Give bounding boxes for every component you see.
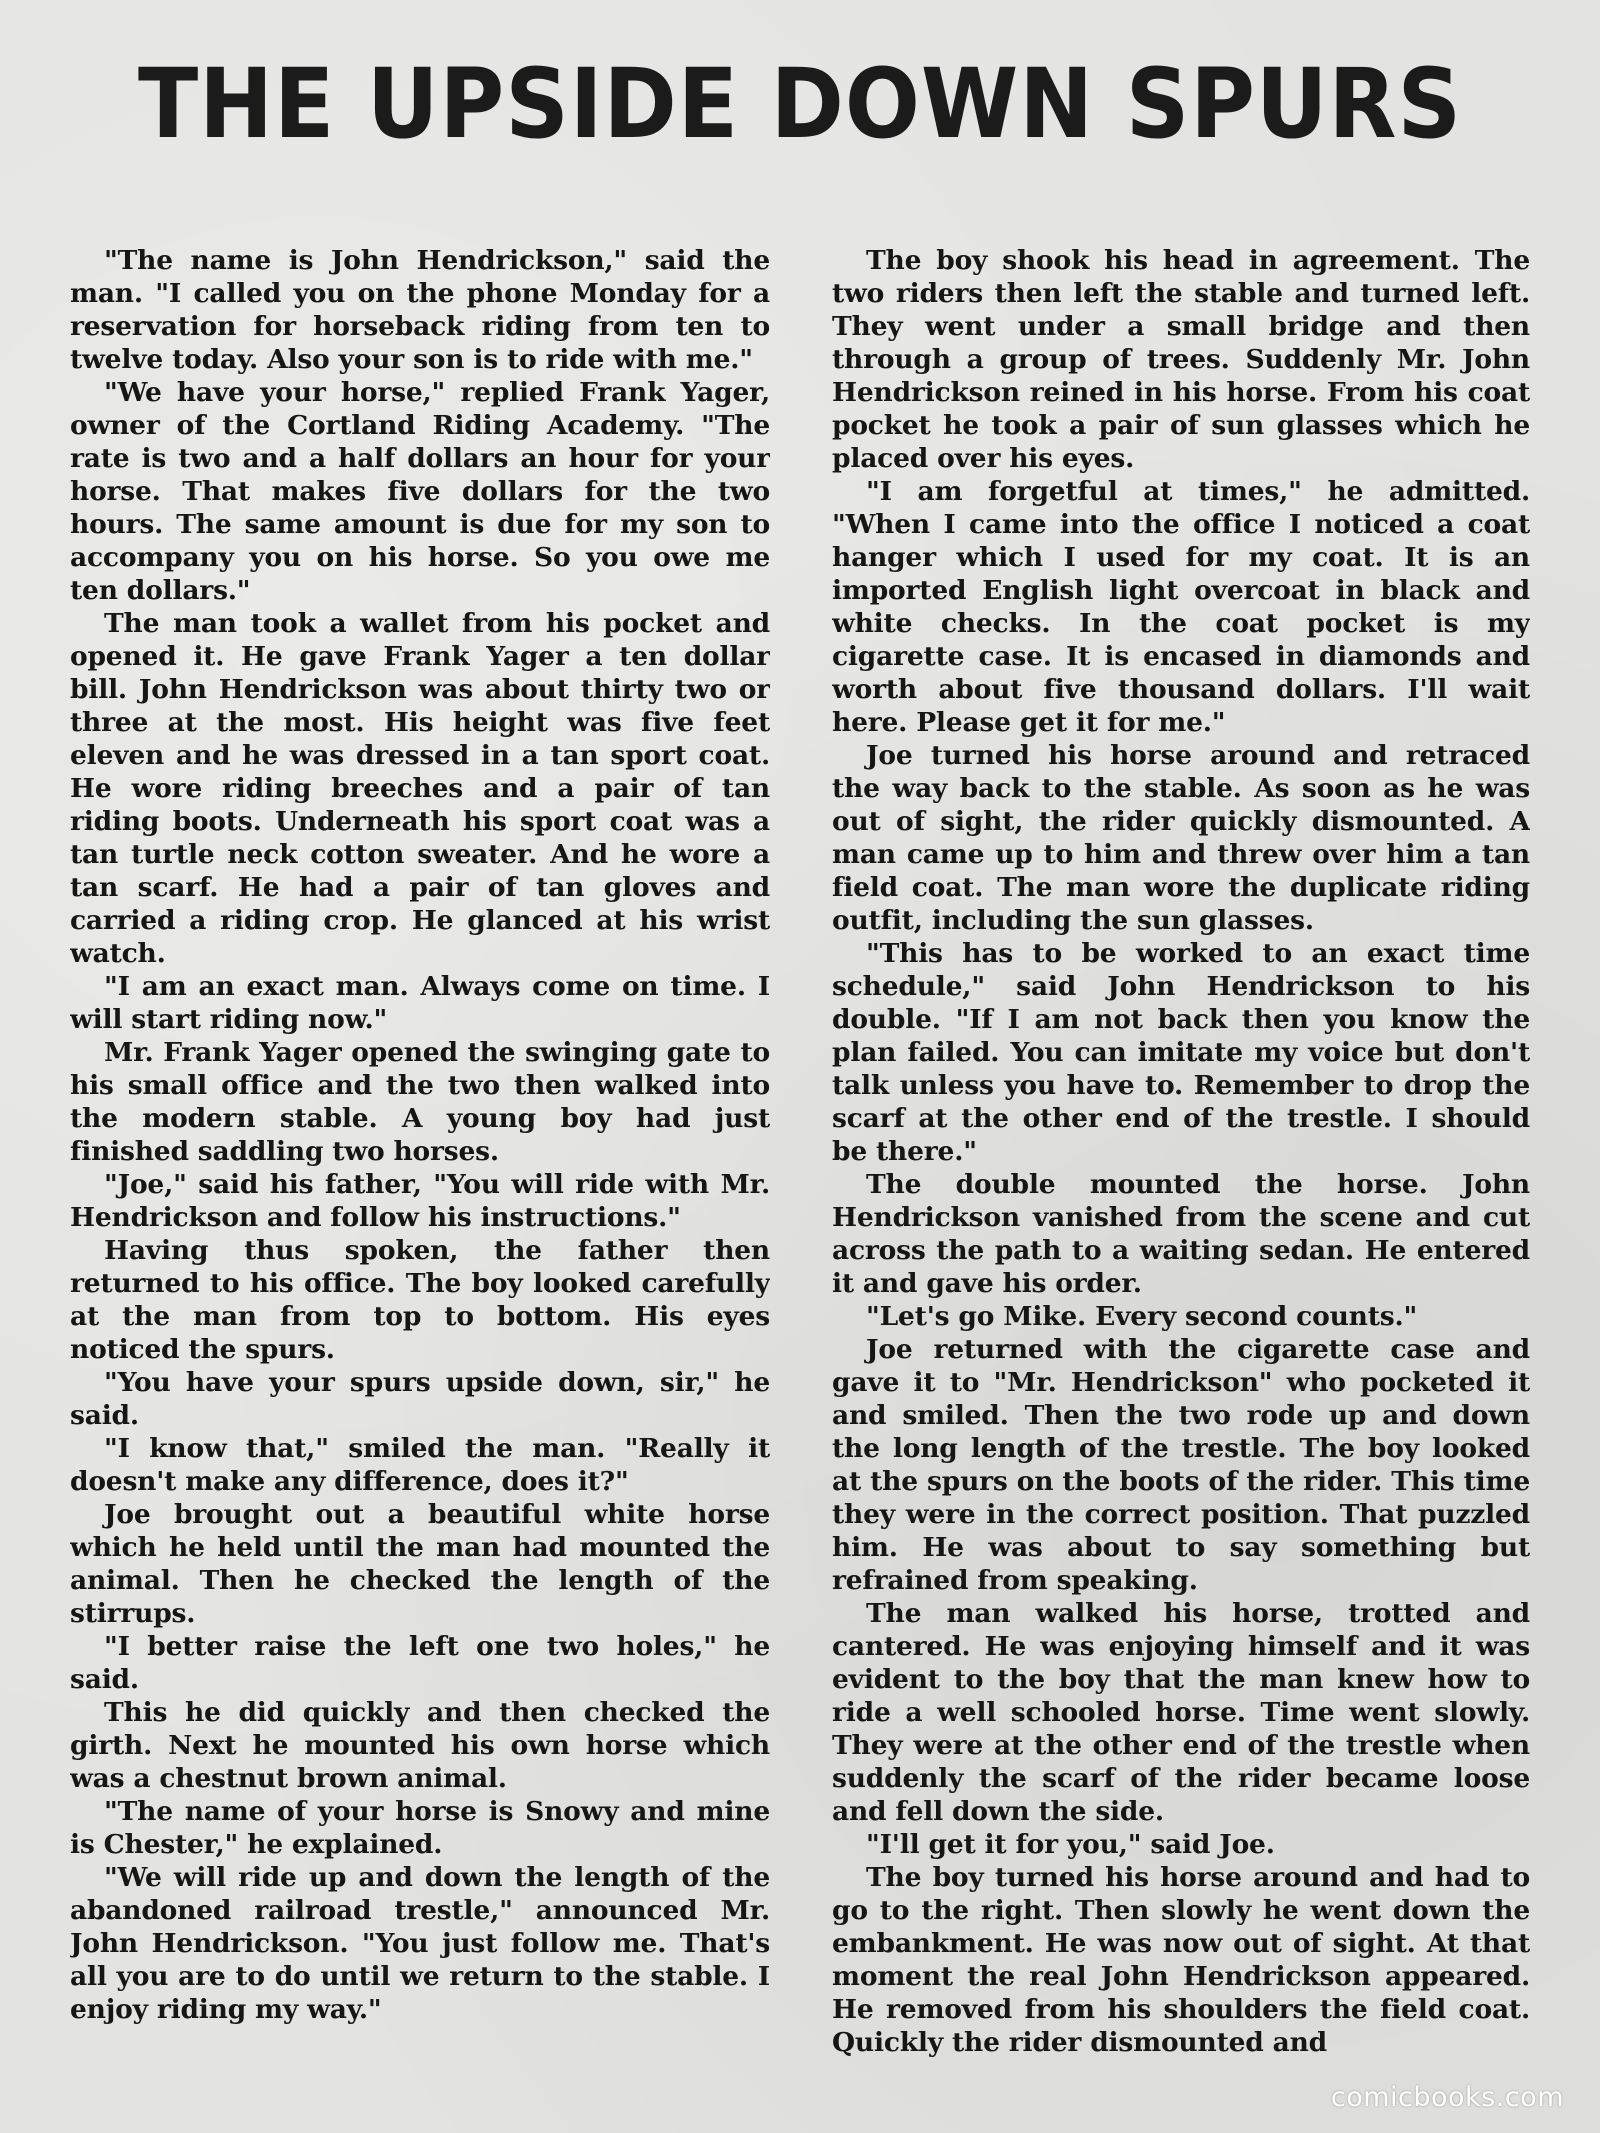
paragraph: Joe brought out a beautiful white horse which he held until the man had mounted the animal. Then he checked the length of the stirrups.: [70, 1499, 770, 1629]
paragraph: The man walked his horse, trotted and cantered. He was enjoying himself and it was evident to the boy that the man knew how to ride a well schooled horse. Time went slowly. They were at the other end of the trestle when suddenly the scarf of the rider became loose and fell down the side.: [832, 1598, 1530, 1827]
paragraph: "This has to be worked to an exact time schedule," said John Hendrickson to his double. "If I am not back then you know the plan failed. You can imitate my voice but don't talk unless you have to. Remember to drop the scarf at the other end of the trestle. I should be there.": [832, 938, 1530, 1167]
paragraph: "The name of your horse is Snowy and mine is Chester," he explained.: [70, 1796, 770, 1860]
site-watermark: comicbooks.com: [1330, 2082, 1564, 2113]
paragraph: "You have your spurs upside down, sir," he said.: [70, 1367, 770, 1431]
paragraph: "I'll get it for you," said Joe.: [866, 1829, 1275, 1860]
story-title: THE UPSIDE DOWN SPURS: [137, 48, 1463, 160]
paragraph: "The name is John Hendrickson," said the man. "I called you on the phone Monday for a reservation for horseback riding from ten to twelve today. Also your son is to ride with me.": [70, 245, 770, 375]
paragraph: The man took a wallet from his pocket and opened it. He gave Frank Yager a ten dollar bill. John Hendrickson was about thirty two or three at the most. His height was five feet eleven and he was dressed in a tan sport coat. He wore riding breeches and a pair of tan riding boots. Underneath his sport coat was a tan turtle neck cotton sweater. And he wore a tan scarf. He had a pair of tan gloves and carried a riding crop. He glanced at his wrist watch.: [70, 608, 770, 969]
paragraph: The double mounted the horse. John Hendrickson vanished from the scene and cut across the path to a waiting sedan. He entered it and gave his order.: [832, 1169, 1530, 1299]
paragraph: Mr. Frank Yager opened the swinging gate to his small office and the two then walked into the modern stable. A young boy had just finished saddling two horses.: [70, 1037, 770, 1167]
left-column: [70, 244, 770, 2074]
paragraph: This he did quickly and then checked the girth. Next he mounted his own horse which was a chestnut brown animal.: [70, 1697, 770, 1794]
paragraph: "I better raise the left one two holes," he said.: [70, 1631, 770, 1695]
paragraph: "Let's go Mike. Every second counts.": [866, 1301, 1418, 1332]
paragraph: Joe returned with the cigarette case and gave it to "Mr. Hendrickson" who pocketed it and smiled. Then the two rode up and down the long length of the trestle. The boy looked at the spurs on the boots of the rider. This time they were in the correct position. That puzzled him. He was about to say something but refrained from speaking.: [832, 1334, 1530, 1596]
paragraph: "I am an exact man. Always come on time. I will start riding now.": [70, 971, 770, 1035]
paragraph: Joe turned his horse around and retraced the way back to the stable. As soon as he was out of sight, the rider quickly dismounted. A man came up to him and threw over him a tan field coat. The man wore the duplicate riding outfit, including the sun glasses.: [832, 740, 1530, 936]
paragraph: The boy shook his head in agreement. The two riders then left the stable and turned left. They went under a small bridge and then through a group of trees. Suddenly Mr. John Hendrickson reined in his horse. From his coat pocket he took a pair of sun glasses which he placed over his eyes.: [832, 245, 1530, 474]
right-column: [832, 244, 1530, 2074]
paragraph: "Joe," said his father, "You will ride with Mr. Hendrickson and follow his instructions.": [70, 1169, 770, 1233]
paragraph: The boy turned his horse around and had to go to the right. Then slowly he went down the embankment. He was now out of sight. At that moment the real John Hendrickson appeared. He removed from his shoulders the field coat. Quickly the rider dismounted and: [832, 1862, 1530, 2058]
paragraph: "We have your horse," replied Frank Yager, owner of the Cortland Riding Academy. "The rate is two and a half dollars an hour for your horse. That makes five dollars for the two hours. The same amount is due for my son to accompany you on his horse. So you owe me ten dollars.": [70, 377, 770, 606]
paragraph: "I am forgetful at times," he admitted. "When I came into the office I noticed a coat hanger which I used for my coat. It is an imported English light overcoat in black and white checks. In the coat pocket is my cigarette case. It is encased in diamonds and worth about five thousand dollars. I'll wait here. Please get it for me.": [832, 476, 1530, 738]
paragraph: "I know that," smiled the man. "Really it doesn't make any difference, does it?": [70, 1433, 770, 1497]
paragraph: Having thus spoken, the father then returned to his office. The boy looked carefully at the man from top to bottom. His eyes noticed the spurs.: [70, 1235, 770, 1365]
paragraph: "We will ride up and down the length of the abandoned railroad trestle," announced Mr. John Hendrickson. "You just follow me. That's all you are to do until we return to the stable. I enjoy riding my way.": [70, 1862, 770, 2025]
